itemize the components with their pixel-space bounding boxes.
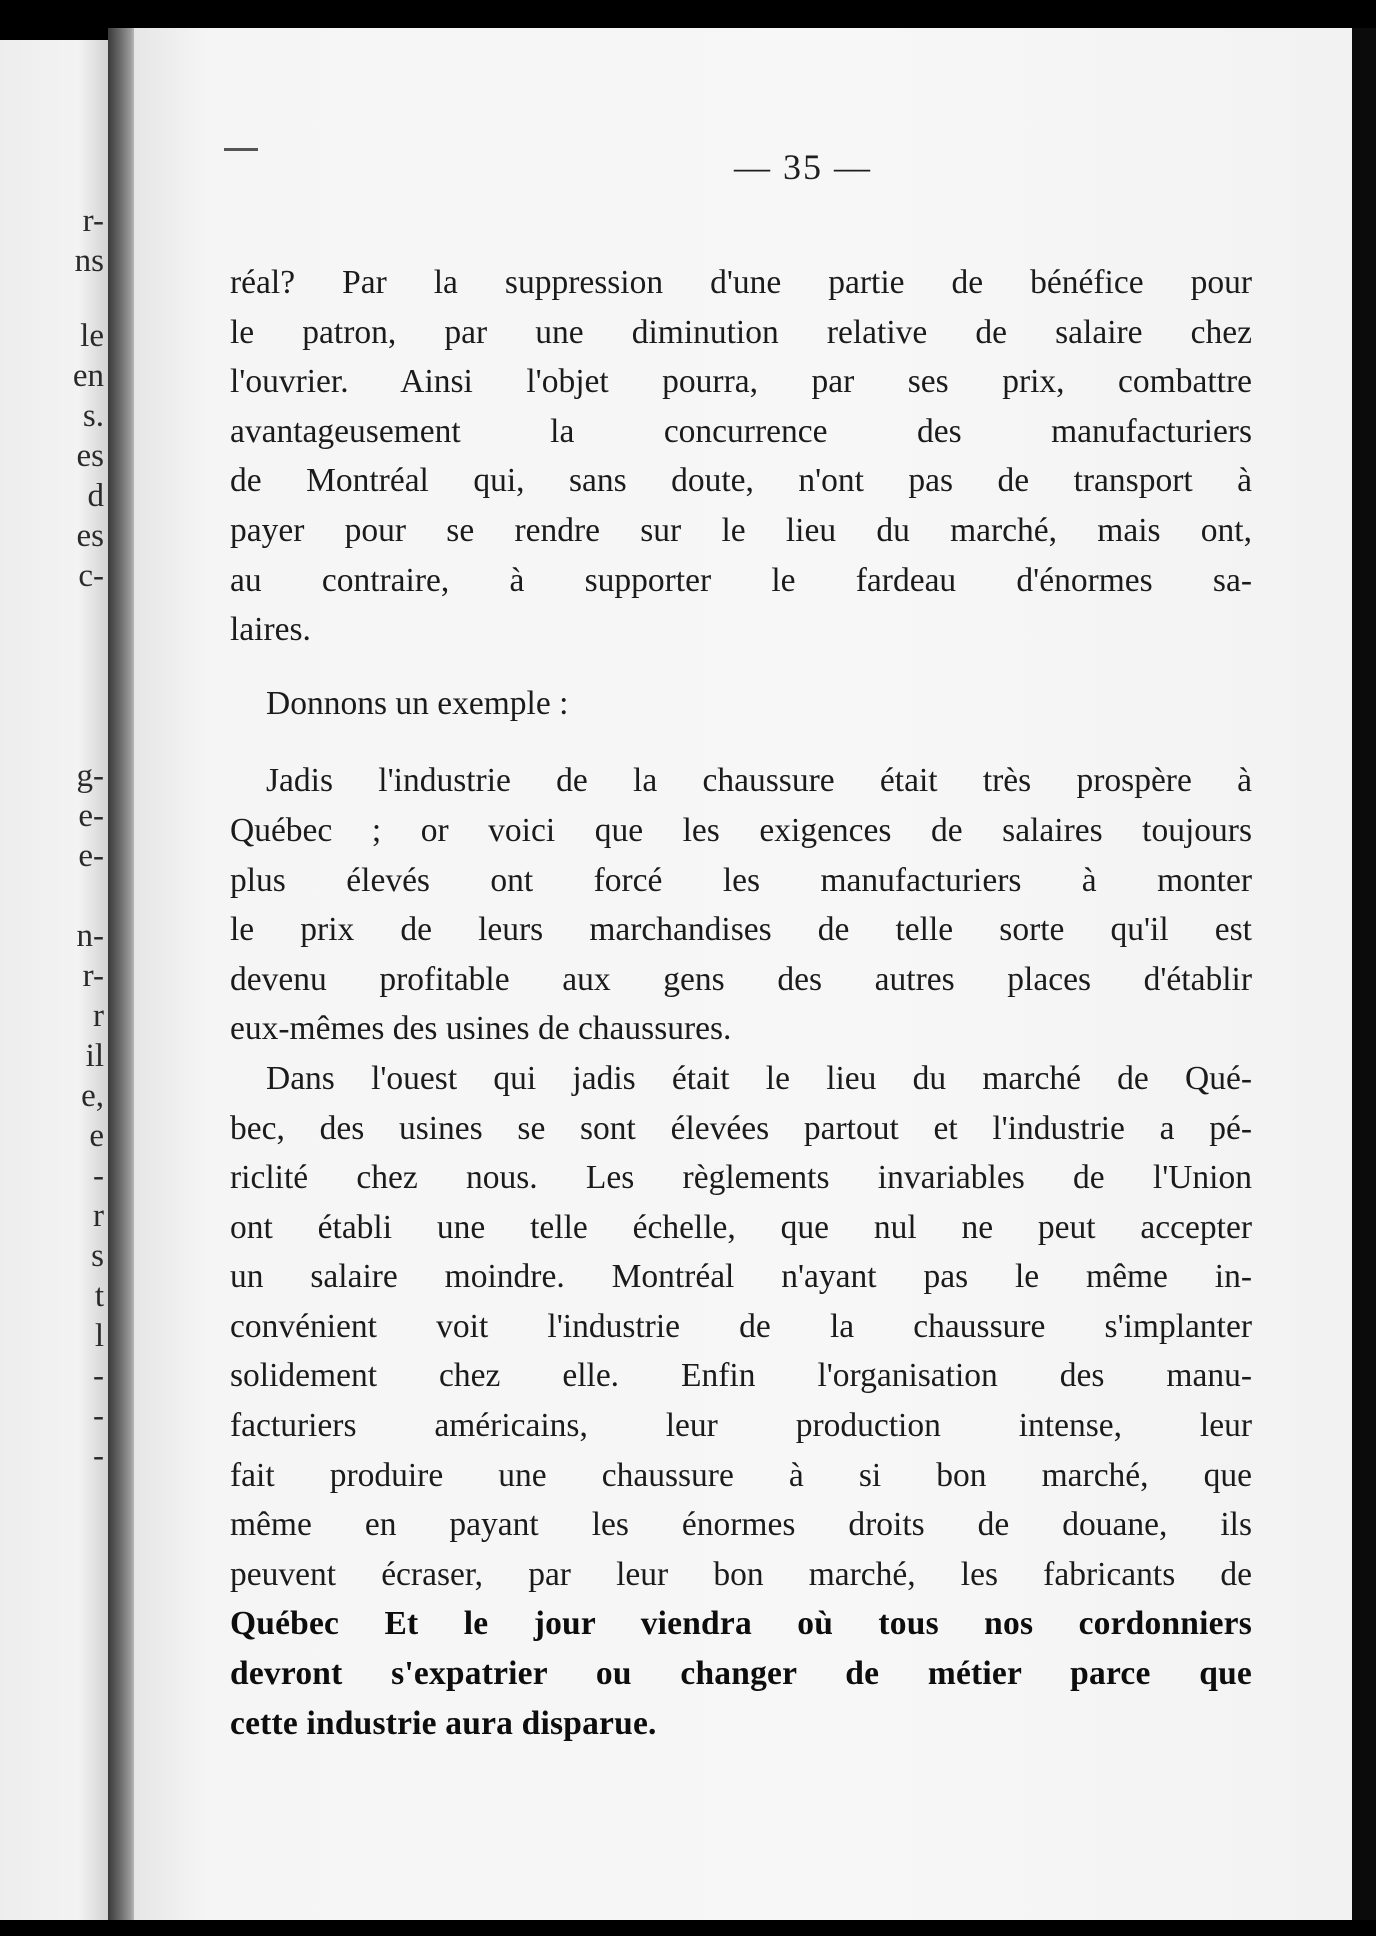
left-page-text-fragment: e: [89, 1118, 104, 1154]
left-page-text-fragment: r-: [82, 958, 104, 994]
paragraph-2: [230, 679, 1252, 729]
text-line: fait produire une chaussure à si bon marché, que: [230, 1456, 1252, 1494]
text-line: devront s'expatrier ou changer de métier parce que: [230, 1655, 1252, 1693]
text-line: Québec ; or voici que les exigences de salaires toujours: [230, 811, 1252, 849]
scan-right-edge: [1352, 28, 1376, 1920]
left-page-text-fragment: e-: [78, 838, 104, 874]
left-page-text-fragment: il: [85, 1038, 104, 1074]
text-line: le patron, par une diminution relative de salaire chez: [230, 313, 1252, 351]
left-page-text-fragment: g-: [76, 758, 104, 794]
text-line: devenu profitable aux gens des autres places d'établir: [230, 960, 1252, 998]
left-page-text-fragment: -: [93, 1438, 104, 1474]
left-page-text-fragment: es: [76, 438, 104, 474]
text-line: convénient voit l'industrie de la chaussure s'implanter: [230, 1307, 1252, 1345]
text-line: cette industrie aura disparue.: [230, 1704, 657, 1742]
text-line: plus élevés ont forcé les manufacturiers à monter: [230, 861, 1252, 899]
left-page-text-fragment: t: [94, 1278, 104, 1314]
book-page: [134, 28, 1352, 1920]
text-line: Jadis l'industrie de la chaussure était très prospère à: [266, 762, 1252, 800]
text-line: ont établi une telle échelle, que nul ne peut accepter: [230, 1208, 1252, 1246]
paragraph-1: [230, 258, 1252, 655]
page-number: — 35 —: [734, 147, 872, 187]
left-page-text-fragment: r: [93, 1198, 104, 1234]
text-line: le prix de leurs marchandises de telle sorte qu'il est: [230, 911, 1252, 949]
paragraph-gap: [230, 655, 1252, 679]
text-line: payer pour se rendre sur le lieu du marché, mais ont,: [230, 511, 1252, 549]
left-page-text-fragment: c-: [78, 558, 104, 594]
text-line: facturiers américains, leur production intense, leur: [230, 1407, 1252, 1445]
text-line: Québec Et le jour viendra où tous nos cordonniers: [230, 1605, 1252, 1643]
text-line: réal? Par la suppression d'une partie de bénéfice pour: [230, 264, 1252, 301]
left-page-text-fragment: es: [76, 518, 104, 554]
text-line: Donnons un exemple :: [266, 684, 569, 722]
left-page-text-fragment: e,: [81, 1078, 104, 1114]
left-page-text-fragment: -: [93, 1398, 104, 1434]
ink-speck: [224, 148, 258, 151]
left-page-text-fragment: s.: [82, 398, 104, 434]
left-page-text-fragment: r-: [82, 203, 104, 239]
text-line: solidement chez elle. Enfin l'organisation des manu-: [230, 1357, 1252, 1395]
paragraph-3: [230, 756, 1252, 1054]
text-line: avantageusement la concurrence des manufacturiers: [230, 412, 1252, 450]
text-line: Dans l'ouest qui jadis était le lieu du marché de Qué-: [266, 1059, 1252, 1097]
text-line: au contraire, à supporter le fardeau d'énormes sa-: [230, 561, 1252, 599]
text-line: laires.: [230, 611, 311, 649]
text-line: même en payant les énormes droits de douane, ils: [230, 1506, 1252, 1544]
left-page-text-fragment: en: [72, 358, 104, 394]
text-line: eux-mêmes des usines de chaussures.: [230, 1010, 732, 1048]
left-page-text-fragment: d: [87, 478, 104, 514]
left-page-text-fragment: r: [93, 998, 104, 1034]
text-line: peuvent écraser, par leur bon marché, les fabricants de: [230, 1555, 1252, 1593]
left-page-text-fragment: s: [91, 1238, 104, 1274]
left-page-text-fragment: ns: [74, 243, 104, 279]
text-line: un salaire moindre. Montréal n'ayant pas le même in-: [230, 1258, 1252, 1296]
left-page-text-fragment: le: [80, 318, 104, 354]
left-page-text-fragment: -: [93, 1358, 104, 1394]
left-page-fragment: [0, 40, 112, 1920]
left-page-text-fragment: n-: [76, 918, 104, 954]
text-line: l'ouvrier. Ainsi l'objet pourra, par ses prix, combattre: [230, 363, 1252, 401]
left-page-text-fragment: -: [93, 1158, 104, 1194]
left-page-text-fragment: l: [94, 1318, 104, 1354]
text-line: bec, des usines se sont élevées partout et l'industrie a pé-: [230, 1109, 1252, 1147]
left-page-text-fragment: e-: [78, 798, 104, 834]
paragraph-gap: [230, 728, 1252, 756]
text-line: riclité chez nous. Les règlements invariables de l'Union: [230, 1159, 1252, 1197]
paragraph-4: [230, 1054, 1252, 1748]
page-body: [230, 258, 1252, 1748]
text-line: de Montréal qui, sans doute, n'ont pas de transport à: [230, 462, 1252, 500]
